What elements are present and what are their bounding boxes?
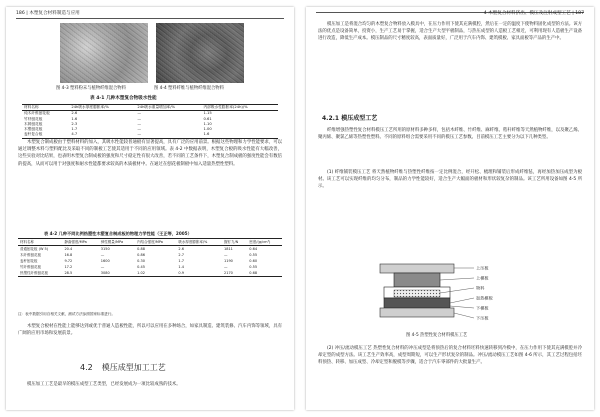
body-paragraph: 模压加工工艺是最早的模压成型工艺类型，已经发展成为一项比较成熟的技术。 xyxy=(27,382,181,387)
right-page xyxy=(306,7,594,410)
table-cell: 1.10 xyxy=(203,121,212,126)
column-header: 材料名称 xyxy=(20,240,34,244)
figure-photo-plastic-powder-mix xyxy=(60,23,148,83)
section-heading xyxy=(80,363,166,373)
figure-caption: 图 4-4 塑料纤维与植物纤维混合物料 xyxy=(154,86,224,91)
table-cell: 16.8 xyxy=(64,253,73,257)
left-page xyxy=(6,7,294,410)
table-cell: 1.7 xyxy=(71,127,78,132)
table-cell: 热塑性纤维刨花板 xyxy=(20,271,48,275)
upper-platen xyxy=(380,264,454,273)
table-cell: — xyxy=(137,132,142,137)
table-cell: 普通刨花板 (W 5) xyxy=(20,247,49,251)
body-paragraph: (1) 纤维铺装模压工艺 将天然植物纤维与热塑性纤维按一定比例混合，经开松、梳理和铺装后形成纤维毡，再经加热加压成型为板材。该工艺可以实现纤维的均匀分布，制品的力学性能较好，适合生产大幅面的板材和形状较复杂的制品。该工艺所用设备如图 4-5 所示。 xyxy=(318,170,582,190)
table-cell: 1.02 xyxy=(137,271,145,275)
table-cell: 0.61 xyxy=(203,116,212,121)
column-header: 静曲强度/MPa xyxy=(64,240,87,244)
table-cell: 17.2 xyxy=(64,265,73,269)
table-cell: 麦秆刨花板 xyxy=(20,259,38,263)
material-charge xyxy=(394,290,440,297)
column-header: 内结合强度/MPa xyxy=(137,240,163,244)
body-paragraph: 木塑复合板材在性能上能够达到或优于普通人造板性能，所以可以应用在多种场合，如家具制造、建筑装修、汽车内饰等领域，具有广阔的应用市场和发展前景。 xyxy=(18,324,282,337)
table-mechanical-properties xyxy=(18,238,282,277)
table-cell: 0.86 xyxy=(137,253,145,257)
section-number: 4.2 xyxy=(80,363,93,372)
table-cell: — xyxy=(137,127,142,132)
table-cell: 1.15 xyxy=(203,111,212,116)
table-cell: 竹材刨花板 xyxy=(24,116,43,121)
table-cell: — xyxy=(137,116,142,121)
table-cell: 0.9 xyxy=(178,271,184,275)
table-cell: 2.3 xyxy=(71,121,78,126)
column-header: 密度/(g/cm³) xyxy=(249,240,271,244)
column-header: 握钉力/N xyxy=(223,240,239,244)
running-head-text: 4 木塑复合材料挤出、模压及注射成型工艺 | 187 xyxy=(483,11,584,16)
figure-photo-plastic-fiber-mix xyxy=(156,23,244,83)
table-cell: — xyxy=(100,265,105,269)
diagram-label: 下模板 xyxy=(476,305,489,311)
table-cell: — xyxy=(100,253,105,257)
table-header-row xyxy=(18,239,282,246)
table-cell: 3150 xyxy=(100,247,110,251)
diagram-label: 物料 xyxy=(476,285,485,291)
running-head xyxy=(316,11,584,16)
table-cell: 1.4 xyxy=(178,265,184,269)
table-note: 注：表中数据引用自相关文献，测试方法参照国家标准进行。 xyxy=(18,312,116,316)
column-header: 吸水厚度膨胀率/% xyxy=(178,240,208,244)
running-head-text: 186 | 木塑复合材料制造与应用 xyxy=(16,11,80,16)
column-header: 24h吸水重量增加率/% xyxy=(137,105,175,109)
table-cell: 9.72 xyxy=(64,259,73,263)
table-cell: 0.64 xyxy=(249,247,258,251)
table-cell: — xyxy=(223,253,228,257)
heated-mold-plate xyxy=(384,298,450,308)
body-paragraph: 木塑复合制成板由于塑料材料的加入，其吸水性能较普通板有显著提高，具有广泛的应用前景。根据这些物理和力学性能要求，可以通过调整木料与塑料配比及采取不同的制板工艺使其适用于不同的应用领域。表 4-2 中数据表明，木塑复合板的吸水性能有大幅改善，这些实验对比结果，也表明木塑复合制成板的强度和尺寸稳定性有很大改善，若不同的工艺条件下，木塑复合制成板的强度性能会有数倍的提高，从而可以用于对强度和耐水性能都要求较高的木质板材中。在通过在刨花板制板中加入适量热塑性塑料。 xyxy=(18,140,282,167)
table-cell: 0.60 xyxy=(249,259,258,263)
table-cell: 1600 xyxy=(100,259,110,263)
table-cell: 0.88 xyxy=(137,247,145,251)
body-paragraph: 模压加工是将混合均匀的木塑复合物料放入模具中，在压力作用下使其充满模腔，然后在一定的温度下使物料固化成型的方法。该方法的优点是设备简单，投资小，生产工艺易于掌握，适合生产大型平板制品，与热压成型的人造板工艺相近，可利用现有人造板生产设备进行改造，降低生产成本。模压制品的尺寸精度较高，表面质量好，广泛用于汽车内饰、建筑模板、家具面板等产品的生产中。 xyxy=(318,22,582,42)
table-cell: 木塑刨花板 xyxy=(24,127,43,132)
column-header: 内部吸水性膨胀率(24h)/% xyxy=(203,105,248,109)
table-row xyxy=(18,270,282,277)
table-cell: 1190 xyxy=(223,259,233,263)
figure-caption: 图 4-5 热塑性复合材料模压工艺 xyxy=(406,333,468,338)
table-cell: 2170 xyxy=(223,271,233,275)
table-water-absorption xyxy=(22,104,278,139)
table-cell: 木屑刨花板 xyxy=(24,121,43,126)
table-cell: 纯木纤维刨花板 xyxy=(24,111,50,116)
table-cell: 0.30 xyxy=(137,259,145,263)
diagram-label: 上压板 xyxy=(476,265,489,271)
table-cell: — xyxy=(223,265,228,269)
table-cell: 1.6 xyxy=(203,132,210,137)
table-row xyxy=(22,132,278,138)
table-cell: 竹纤维刨花板 xyxy=(20,265,41,269)
table-cell: 1811 xyxy=(223,247,233,251)
section-title: 模压成型加工工艺 xyxy=(101,363,166,372)
table-title: 表 4-2 几种不同比例热塑性木塑复合制成板的物理力学性能（王正等，2005） xyxy=(44,231,192,236)
table-title: 表 4-1 几种木塑复合物吸水性能 xyxy=(90,96,157,101)
figure-caption: 图 4-3 塑料粉末与植物纤维混合物料 xyxy=(56,86,126,91)
subsection-number: 4.2.1 xyxy=(322,115,340,122)
table-cell: — xyxy=(137,111,142,116)
table-cell: 麦秆复合板 xyxy=(24,132,43,137)
upper-mold xyxy=(394,273,440,287)
table-cell: 1.6 xyxy=(71,116,78,121)
column-header: 材料名称 xyxy=(24,105,39,109)
table-cell: — xyxy=(137,121,142,126)
subsection-heading xyxy=(322,115,377,123)
table-cell: 0.68 xyxy=(249,271,258,275)
table-cell: 28.5 xyxy=(64,271,73,275)
table-cell: 0.55 xyxy=(249,265,258,269)
table-cell: 2.6 xyxy=(178,247,184,251)
diagram-label: 上模板 xyxy=(476,275,489,281)
table-cell: 0.45 xyxy=(137,265,145,269)
table-cell: 1.00 xyxy=(203,127,212,132)
table-cell: 3080 xyxy=(100,271,110,275)
body-paragraph: (2) 冲压/流动模压工艺 热塑性复合材料的冲压成型是将预热后的复合材料坯料快速转移到冷模中，在压力作用下使其充满模腔并冷却定型的成型方法。该工艺生产效率高，成型周期短，可以生产形状复杂的制品。冲压/流动模压工艺如图 4-6 所示，其工艺过程包括坯料预热、转移、加压成型、冷却定型和脱模等步骤，适合于汽车零部件的大批量生产。 xyxy=(318,346,582,366)
compression-mold-diagram xyxy=(378,262,514,330)
body-paragraph: 纤维增强热塑性复合材料模压工艺所用的原材料多种多样，包括木纤维、竹纤维、麻纤维、秸秆纤维等天然植物纤维，以及聚乙烯、聚丙烯、聚氯乙烯等热塑性塑料。不同的原料组合需要采用不同的模压工艺参数。目前模压工艺主要分为以下几种类型。 xyxy=(318,128,582,141)
column-header: 弹性模量/MPa xyxy=(100,240,124,244)
table-cell: 2.7 xyxy=(178,253,184,257)
subsection-title: 模压成型工艺 xyxy=(341,115,378,122)
table-cell: 0.55 xyxy=(249,253,258,257)
table-cell: 2.6 xyxy=(71,111,78,116)
running-head xyxy=(16,11,284,19)
table-cell: 1.7 xyxy=(178,259,184,263)
table-cell: 4.7 xyxy=(71,132,78,137)
table-cell: 木纤维刨花板 xyxy=(20,253,41,257)
diagram-label: 下压板 xyxy=(476,315,489,321)
column-header: 24h吸水厚度膨胀率/% xyxy=(71,105,109,109)
diagram-label: 加热模板 xyxy=(476,295,493,301)
lower-platen xyxy=(380,308,454,317)
table-cell: 20.4 xyxy=(64,247,73,251)
